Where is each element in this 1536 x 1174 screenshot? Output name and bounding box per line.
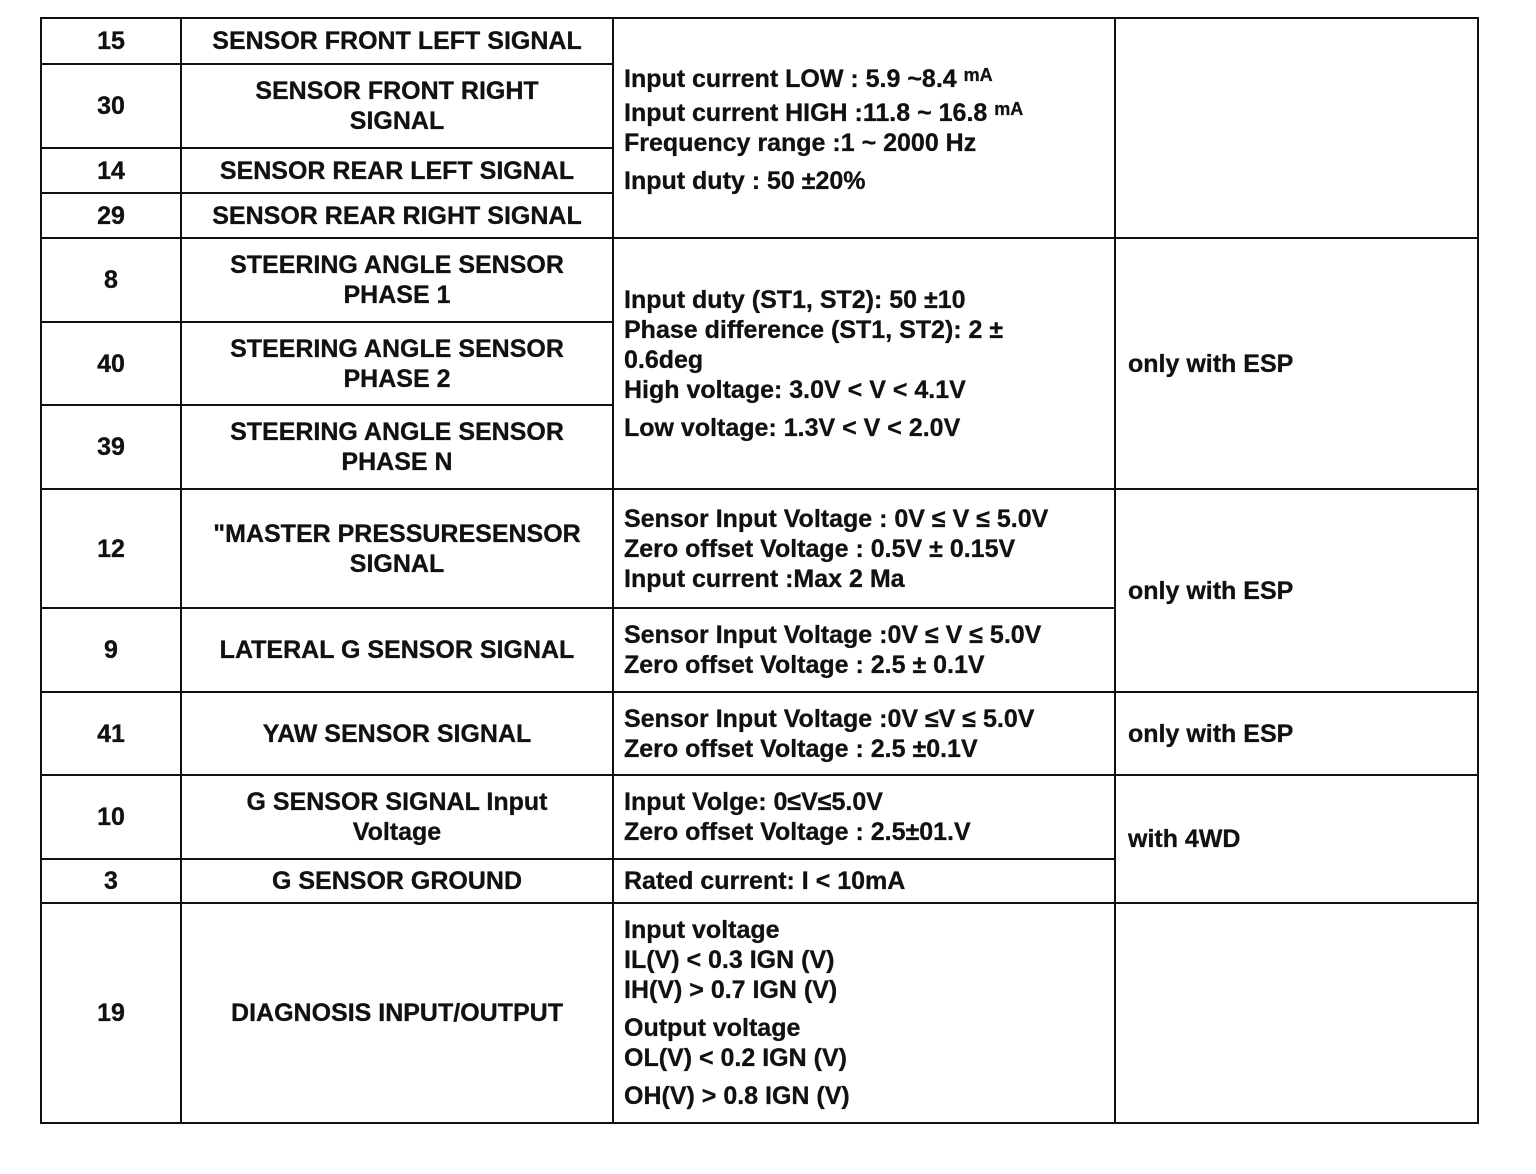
signal-name: G SENSOR GROUND (181, 859, 613, 903)
note-yaw: only with ESP (1115, 692, 1478, 775)
note-empty (1115, 903, 1478, 1123)
pin-number: 15 (41, 18, 181, 64)
table-row (41, 489, 1478, 608)
pin-number: 12 (41, 489, 181, 608)
signal-name: "MASTER PRESSURESENSOR SIGNAL (181, 489, 613, 608)
signal-name: STEERING ANGLE SENSOR PHASE N (181, 405, 613, 489)
wheel-sensor-spec: Input current LOW : 5.9 ~8.4 $^{mA}$ Input current HIGH :11.8 ~ 16.8 $^{mA}$ Frequency range :1 ~ 2000 Hz Input duty : 50 ±20% (613, 18, 1115, 238)
pin-number: 10 (41, 775, 181, 859)
note-pressure-lateral: only with ESP (1115, 489, 1478, 692)
yaw-spec: Sensor Input Voltage :0V ≤V ≤ 5.0V Zero offset Voltage : 2.5 ±0.1V (613, 692, 1115, 775)
signal-name: STEERING ANGLE SENSOR PHASE 1 (181, 238, 613, 322)
signal-name: SENSOR REAR RIGHT SIGNAL (181, 193, 613, 238)
diagnosis-spec: Input voltage IL(V) < 0.3 IGN (V) IH(V) > 0.7 IGN (V) Output voltage OL(V) < 0.2 IGN (V) OH(V) > 0.8 IGN (V) (613, 903, 1115, 1123)
pin-number: 19 (41, 903, 181, 1123)
pin-number: 39 (41, 405, 181, 489)
signal-name: SENSOR FRONT RIGHT SIGNAL (181, 64, 613, 148)
table-row (41, 903, 1478, 1123)
lateral-g-spec: Sensor Input Voltage :0V ≤ V ≤ 5.0V Zero offset Voltage : 2.5 ± 0.1V (613, 608, 1115, 692)
table-row (41, 692, 1478, 775)
g-sensor-spec: Input Volge: 0≤V≤5.0V Zero offset Voltage : 2.5±01.V (613, 775, 1115, 859)
pin-number: 14 (41, 148, 181, 193)
pin-number: 30 (41, 64, 181, 148)
pin-number: 41 (41, 692, 181, 775)
signal-name: DIAGNOSIS INPUT/OUTPUT (181, 903, 613, 1123)
note-g-sensor: with 4WD (1115, 775, 1478, 903)
signal-name: SENSOR REAR LEFT SIGNAL (181, 148, 613, 193)
g-ground-spec: Rated current: I < 10mA (613, 859, 1115, 903)
signal-name: LATERAL G SENSOR SIGNAL (181, 608, 613, 692)
pin-number: 3 (41, 859, 181, 903)
pin-spec-table (40, 17, 1479, 1124)
signal-name: G SENSOR SIGNAL Input Voltage (181, 775, 613, 859)
steering-sensor-spec: Input duty (ST1, ST2): 50 ±10 Phase difference (ST1, ST2): 2 ± 0.6deg High voltage: 3.0V < V < 4.1V Low voltage: 1.3V < V < 2.0V (613, 238, 1115, 489)
signal-name: STEERING ANGLE SENSOR PHASE 2 (181, 322, 613, 405)
pin-number: 9 (41, 608, 181, 692)
pin-number: 8 (41, 238, 181, 322)
signal-name: YAW SENSOR SIGNAL (181, 692, 613, 775)
note-steering: only with ESP (1115, 238, 1478, 489)
table-row (41, 238, 1478, 322)
pin-number: 40 (41, 322, 181, 405)
table-row (41, 18, 1478, 64)
signal-name: SENSOR FRONT LEFT SIGNAL (181, 18, 613, 64)
note-empty (1115, 18, 1478, 238)
pin-number: 29 (41, 193, 181, 238)
table-row (41, 775, 1478, 859)
master-pressure-spec: Sensor Input Voltage : 0V ≤ V ≤ 5.0V Zero offset Voltage : 0.5V ± 0.15V Input current :Max 2 Ma (613, 489, 1115, 608)
